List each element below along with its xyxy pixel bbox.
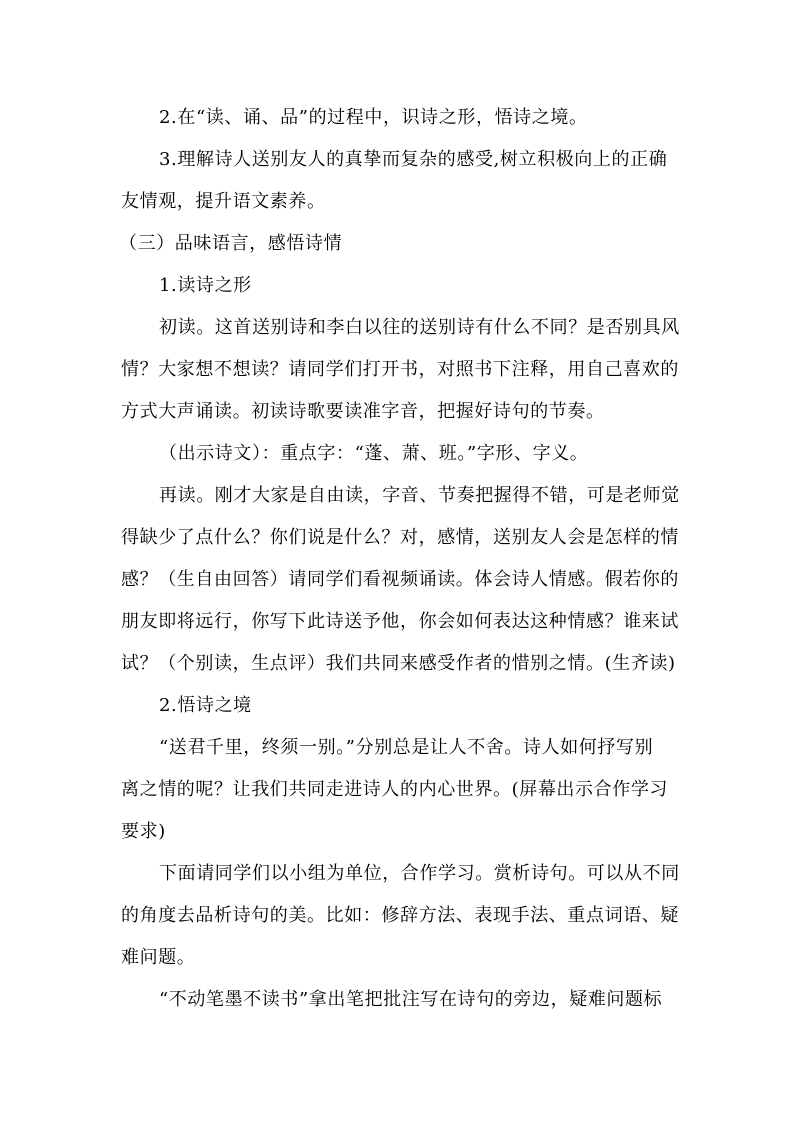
subheading-understand-realm: 2.悟诗之境 (159, 695, 252, 716)
paragraph-annotate-line-1: “不动笔墨不读书”拿出笔把批注写在诗句的旁边，疑难问题标 (159, 989, 663, 1010)
paragraph-reread-line-4: 朋友即将远行，你写下此诗送予他，你会如何表达这种情感？谁来试 (121, 611, 679, 632)
paragraph-first-read-line-2: 情？大家想不想读？请同学们打开书，对照书下注释，用自己喜欢的 (121, 359, 679, 380)
paragraph-first-read-line-3: 方式大声诵读。初读诗歌要读准字音，把握好诗句的节奏。 (121, 401, 605, 422)
paragraph-reread-line-5: 试？（个别读，生点评）我们共同来感受作者的惜别之情。(生齐读) (121, 653, 676, 674)
objective-3-line-2: 友情观，提升语文素养。 (121, 191, 326, 212)
section-heading-3: （三）品味语言，感悟诗情 (119, 233, 343, 254)
subheading-read-form: 1.读诗之形 (159, 275, 252, 296)
objective-3-line-1: 3.理解诗人送别友人的真挚而复杂的感受,树立积极向上的正确 (159, 149, 668, 170)
paragraph-group-line-3: 难问题。 (121, 947, 196, 968)
paragraph-first-read-line-1: 初读。这首送别诗和李白以往的送别诗有什么不同？是否别具风 (159, 317, 680, 338)
paragraph-reread-line-1: 再读。刚才大家是自由读，字音、节奏把握得不错，可是老师觉 (159, 485, 680, 506)
paragraph-group-line-2: 的角度去品析诗句的美。比如：修辞方法、表现手法、重点词语、疑 (121, 905, 679, 926)
paragraph-farewell-line-2: 离之情的呢？让我们共同走进诗人的内心世界。(屏幕出示合作学习 (121, 779, 669, 800)
paragraph-farewell-line-3: 要求) (121, 821, 166, 842)
paragraph-farewell-line-1: “送君千里，终须一别。”分别总是让人不舍。诗人如何抒写别 (159, 737, 654, 758)
paragraph-group-line-1: 下面请同学们以小组为单位，合作学习。赏析诗句。可以从不同 (159, 863, 680, 884)
paragraph-reread-line-3: 感？（生自由回答）请同学们看视频诵读。体会诗人情感。假若你的 (121, 569, 679, 590)
paragraph-reread-line-2: 得缺少了点什么？你们说是什么？对，感情，送别友人会是怎样的情 (121, 527, 679, 548)
objective-2-line: 2.在“读、诵、品”的过程中，识诗之形，悟诗之境。 (159, 107, 588, 128)
paragraph-show-poem: （出示诗文）：重点字：“蓬、萧、班。”字形、字义。 (159, 443, 589, 464)
